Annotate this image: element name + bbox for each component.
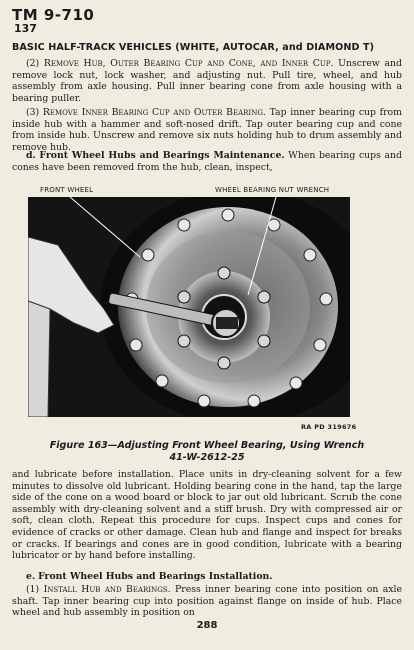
item-heading: Install Hub and Bearings. bbox=[43, 584, 171, 595]
subsection-heading: Front Wheel Hubs and Bearings Maintenance. bbox=[39, 150, 285, 161]
item-body: Press inner bearing cone into position on axle shaft. Tap inner bearing cup into position against flange on inside of hub. Place wheel and hub assembly in position on bbox=[12, 584, 402, 619]
document-header bbox=[12, 6, 94, 35]
subsection-letter: e. bbox=[26, 571, 36, 582]
paragraph-remove-hub bbox=[12, 58, 402, 104]
subsection-body: When bearing cups and cones have been removed from the hub, clean, inspect, bbox=[12, 150, 402, 173]
section-title: BASIC HALF-TRACK VEHICLES (WHITE, AUTOCAR, and DIAMOND T) bbox=[12, 42, 375, 53]
caption-line-1: Figure 163—Adjusting Front Wheel Bearing, Using Wrench bbox=[49, 440, 365, 451]
paragraph-installation-heading bbox=[12, 571, 402, 583]
item-body: Tap inner bearing cup from inside hub with a hammer and soft-nosed drift. Tap outer bearing cup and cone from inside hub. Unscrew and remove six nuts holding hub to drum assembly and remove hub. bbox=[12, 107, 402, 153]
figure-caption bbox=[12, 440, 402, 464]
paragraph-install-hub bbox=[12, 584, 402, 619]
subsection-letter: d. bbox=[26, 150, 36, 161]
tm-number: TM 9-710 bbox=[12, 6, 95, 24]
figure-photo bbox=[28, 197, 350, 417]
item-heading: Remove Inner Bearing Cup and Outer Bearing. bbox=[42, 107, 266, 118]
page-number: 288 bbox=[196, 620, 218, 631]
paragraph-remove-inner-cup bbox=[12, 107, 402, 153]
paragraph-cleaning-continued: and lubricate before installation. Place units in dry-cleaning solvent for a few minutes to dissolve old lubricant. Holding bearing cone in the hand, tap the large side of the cone on a wood board or block to jar out old lubricant. Scrub the cone assembly with dry-cleaning solvent and a stiff brush. Dry with compressed air or soft, clean cloth. Repeat this procedure for cups. Inspect cups and cones for evidence of cracks or other damage. Clean hub and flange and inspect for breaks or cracks. If bearings and cones are in good condition, lubricate with a bearing lubricator or by hand before installing. bbox=[12, 469, 402, 562]
paragraph-maintenance bbox=[12, 150, 402, 173]
subsection-heading: Front Wheel Hubs and Bearings Installation. bbox=[38, 571, 273, 582]
item-number: (1) bbox=[26, 584, 40, 595]
item-number: (3) bbox=[26, 107, 40, 118]
callout-front-wheel: FRONT WHEEL bbox=[40, 186, 94, 194]
figure-reference: RA PD 319676 bbox=[301, 423, 357, 431]
item-heading: Remove Hub, Outer Bearing Cup and Cone, and Inner Cup. bbox=[43, 58, 334, 69]
item-number: (2) bbox=[26, 58, 40, 69]
caption-line-2: 41-W-2612-25 bbox=[169, 452, 245, 463]
page-reference: 137 bbox=[14, 22, 37, 35]
callout-wrench: WHEEL BEARING NUT WRENCH bbox=[215, 186, 330, 194]
item-body: Unscrew and remove lock nut, lock washer, and adjusting nut. Pull tire, wheel, and hub assembly from axle housing. Pull inner bearing cone from axle housing with a bearing puller. bbox=[12, 58, 402, 104]
